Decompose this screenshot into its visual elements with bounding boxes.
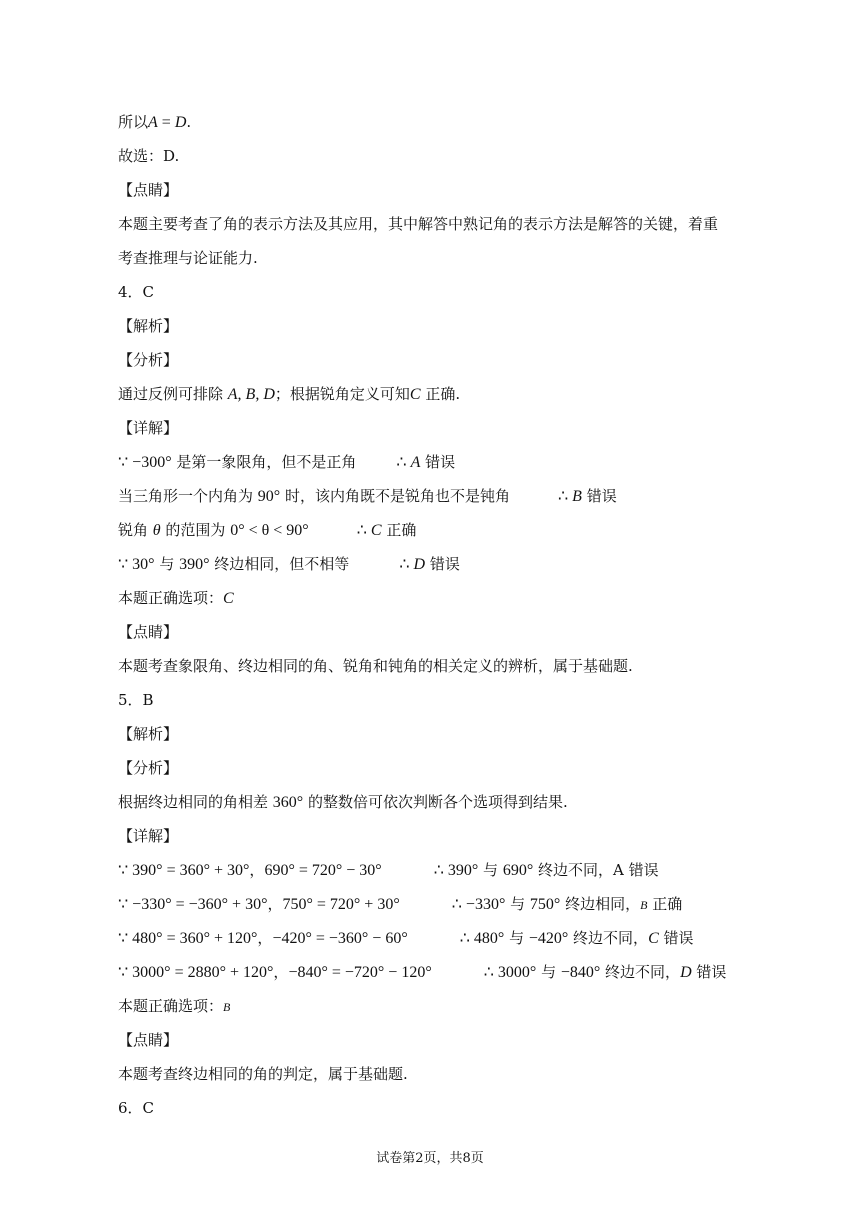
section-label: 【详解】 — [118, 827, 179, 845]
math-symbol: D — [413, 556, 426, 573]
math-symbol: C — [223, 590, 234, 607]
text-line: 故选：D. — [118, 147, 180, 165]
text-line: 本题考查象限角、终边相同的角、锐角和钝角的相关定义的辨析，属于基础题. — [118, 657, 633, 675]
text-line: 考查推理与论证能力. — [118, 249, 258, 267]
math-symbol: B — [572, 488, 582, 505]
text-fragment: 的整数倍可依次判断各个选项得到结果. — [303, 793, 568, 811]
math-expression: ∵ 480° = 360° + 120° — [118, 930, 258, 947]
text-fragment: 与 — [505, 895, 530, 913]
text-line — [118, 112, 191, 133]
text-fragment: 错误 — [425, 555, 460, 573]
answer-number: 6．C — [118, 1099, 155, 1117]
text-fragment: 错误 — [420, 453, 456, 471]
text-line — [118, 894, 682, 915]
math-expression: 690° = 720° − 30° — [264, 862, 382, 879]
math-expression: 0° < θ < 90° — [230, 522, 309, 539]
text-fragment: 终边不同， — [600, 963, 681, 981]
math-expression: ∵ 390° = 360° + 30° — [118, 862, 250, 879]
text-line — [118, 928, 694, 949]
text-fragment: 错误 — [691, 963, 727, 981]
text-fragment: 本题正确选项： — [118, 589, 224, 607]
text-fragment: 与 — [154, 555, 180, 573]
math-symbol: = — [157, 114, 175, 131]
math-expression: ∵ −330° = −360° + 30° — [118, 896, 268, 913]
section-label: 【分析】 — [118, 351, 179, 369]
text-fragment: ， — [273, 963, 289, 981]
math-expression: ∵ 30° — [118, 556, 155, 573]
text-line — [118, 520, 416, 541]
text-line — [118, 452, 455, 473]
text-fragment: ， — [267, 895, 283, 913]
math-expression: 750° — [529, 896, 561, 913]
section-label: 【点睛】 — [118, 623, 179, 641]
math-symbol: D — [174, 114, 187, 131]
text-fragment: 错误 — [581, 487, 617, 505]
page-footer: 试卷第2页，共8页 — [376, 1151, 484, 1166]
text-fragment: 与 — [536, 963, 561, 981]
math-expression: ∵ 3000° = 2880° + 120° — [118, 964, 274, 981]
math-symbol: ∴ — [396, 454, 411, 471]
text-line — [118, 860, 659, 881]
section-label: 【点睛】 — [118, 181, 179, 199]
math-expression: ∴ −330° — [451, 896, 506, 913]
text-line — [118, 384, 460, 405]
text-fragment: ， — [249, 861, 265, 879]
text-fragment: 错误 — [658, 929, 694, 947]
math-symbol: A — [148, 114, 158, 131]
math-symbol: θ — [152, 522, 161, 539]
math-symbol: C — [648, 930, 659, 947]
math-symbol: B — [223, 1000, 231, 1014]
text-fragment: 终边不同， — [568, 929, 649, 947]
text-line — [118, 588, 234, 609]
answer-number: 4．C — [118, 283, 155, 301]
text-line — [118, 554, 460, 575]
text-line: 本题考查终边相同的角的判定，属于基础题. — [118, 1065, 408, 1083]
text-line: 本题主要考查了角的表示方法及其应用，其中解答中熟记角的表示方法是解答的关键，着重 — [118, 215, 719, 233]
math-symbol: A, B, D — [227, 386, 275, 403]
text-fragment: 终边相同，但不相等 — [209, 555, 350, 573]
text-fragment: 通过反例可排除 — [118, 385, 228, 403]
text-line — [118, 792, 568, 813]
math-symbol: ∴ — [557, 488, 573, 505]
text-fragment: 所以 — [118, 113, 149, 131]
math-symbol: C — [409, 386, 421, 403]
text-fragment: 本题正确选项： — [118, 997, 224, 1015]
math-expression: 360° — [272, 794, 304, 811]
section-label: 【点睛】 — [118, 1031, 179, 1049]
math-expression: −420° = −360° − 60° — [272, 930, 408, 947]
math-expression: ∴ 390° — [433, 862, 479, 879]
text-fragment: 锐角 — [118, 521, 153, 539]
math-symbol: D — [680, 964, 692, 981]
text-fragment: 与 — [504, 929, 529, 947]
text-fragment: 正确. — [420, 385, 461, 403]
text-line — [118, 962, 726, 983]
math-symbol: ∴ — [399, 556, 414, 573]
text-fragment: 终边相同， — [560, 895, 641, 913]
math-symbol: C — [370, 522, 382, 539]
text-fragment: 的范围为 — [160, 521, 231, 539]
text-fragment: 是第一象限角，但不是正角 — [171, 453, 357, 471]
section-label: 【详解】 — [118, 419, 179, 437]
math-symbol: A — [410, 454, 421, 471]
text-fragment: 当三角形一个内角为 — [118, 487, 258, 505]
text-fragment: 正确 — [647, 895, 683, 913]
text-fragment: ；根据锐角定义可知 — [274, 385, 410, 403]
text-fragment: 终边不同，A 错误 — [533, 861, 659, 879]
section-label: 【解析】 — [118, 317, 179, 335]
text-fragment: 与 — [478, 861, 503, 879]
text-fragment: 根据终边相同的角相差 — [118, 793, 273, 811]
math-expression: 390° — [179, 556, 210, 573]
section-label: 【解析】 — [118, 725, 179, 743]
text-line — [118, 486, 617, 507]
math-expression: ∵ −300° — [118, 454, 172, 471]
math-expression: −420° — [528, 930, 569, 947]
text-fragment: ， — [257, 929, 273, 947]
text-fragment: 时，该内角既不是锐角也不是钝角 — [280, 487, 510, 505]
math-symbol: ∴ — [356, 522, 371, 539]
math-expression: −840° = −720° − 120° — [288, 964, 432, 981]
math-expression: −840° — [560, 964, 601, 981]
section-label: 【分析】 — [118, 759, 179, 777]
text-line — [118, 996, 230, 1017]
math-expression: ∴ 3000° — [483, 964, 537, 981]
text-fragment: 正确 — [381, 521, 417, 539]
text-fragment: . — [186, 113, 192, 131]
math-expression: 750° = 720° + 30° — [282, 896, 400, 913]
answer-number: 5．B — [118, 691, 154, 709]
math-expression: ∴ 480° — [459, 930, 505, 947]
math-expression: 690° — [502, 862, 534, 879]
math-symbol: B — [640, 898, 648, 912]
math-expression: 90° — [257, 488, 281, 505]
